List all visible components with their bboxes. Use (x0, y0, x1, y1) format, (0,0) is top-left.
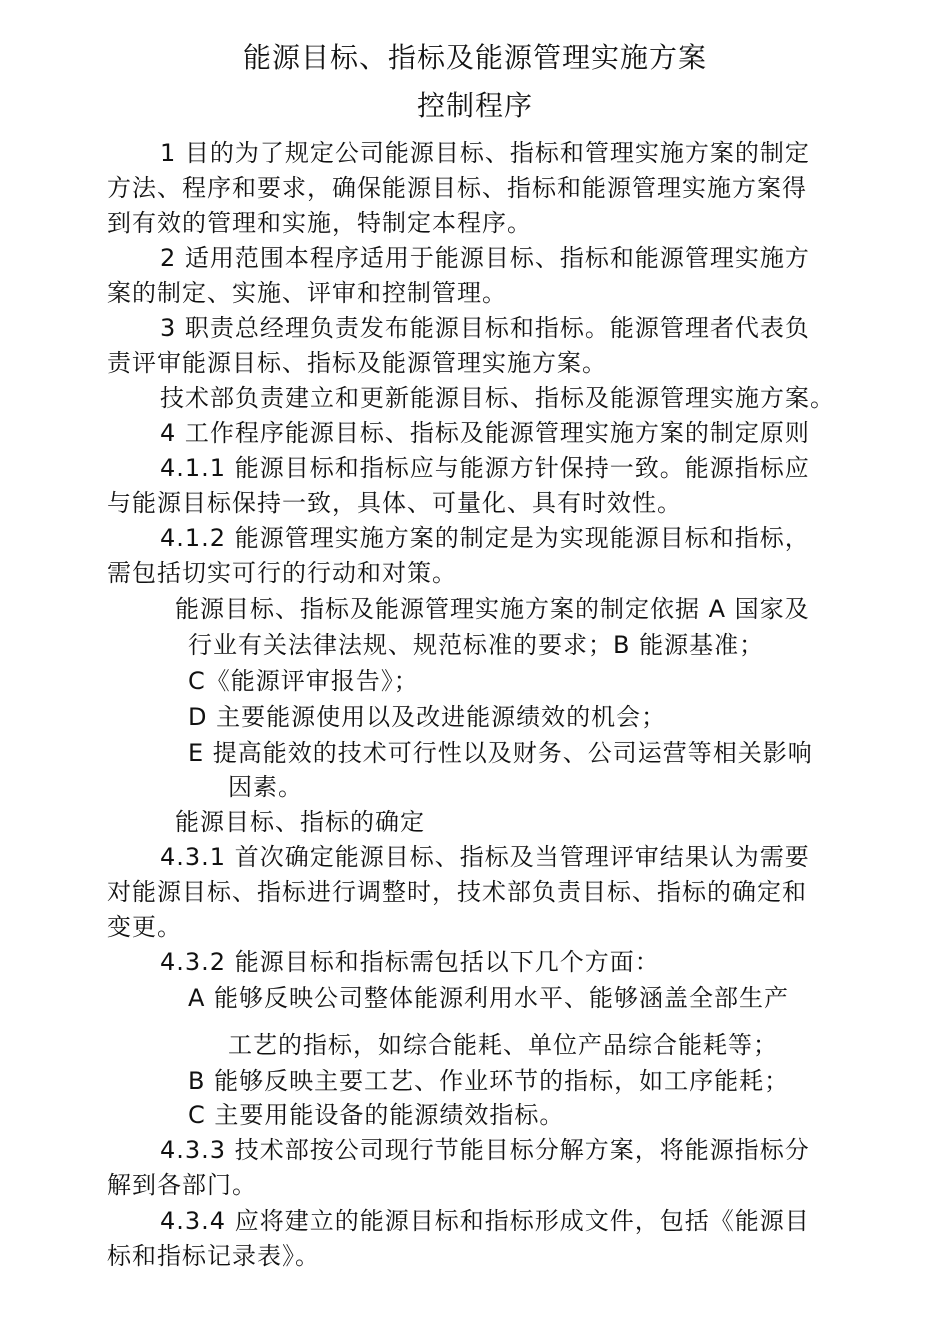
text-line: A 能够反映公司整体能源利用水平、能够涵盖全部生产 (188, 984, 790, 1012)
text-line: 4 工作程序能源目标、指标及能源管理实施方案的制定原则 (160, 419, 810, 447)
text-line: 与能源目标保持一致，具体、可量化、具有时效性。 (107, 489, 682, 517)
text-line: E 提高能效的技术可行性以及财务、公司运营等相关影响 (188, 739, 813, 767)
text-line: 行业有关法律法规、规范标准的要求；B 能源基准； (188, 631, 765, 659)
document-subtitle: 控制程序 (416, 89, 533, 122)
text-line: 对能源目标、指标进行调整时，技术部负责目标、指标的确定和 (107, 878, 807, 906)
text-line: 4.3.3 技术部按公司现行节能目标分解方案，将能源指标分 (160, 1136, 810, 1164)
text-line: 4.1.1 能源目标和指标应与能源方针保持一致。能源指标应 (160, 454, 810, 482)
text-line: 2 适用范围本程序适用于能源目标、指标和能源管理实施方 (160, 244, 810, 272)
text-line: 4.3.4 应将建立的能源目标和指标形成文件，包括《能源目 (160, 1207, 810, 1235)
text-line: D 主要能源使用以及改进能源绩效的机会； (188, 703, 667, 731)
text-line: 变更。 (107, 913, 182, 941)
text-line: 解到各部门。 (107, 1171, 257, 1199)
text-line: 3 职责总经理负责发布能源目标和指标。能源管理者代表负 (160, 314, 810, 342)
text-line: C 主要用能设备的能源绩效指标。 (188, 1101, 565, 1129)
text-line: 责评审能源目标、指标及能源管理实施方案。 (107, 349, 607, 377)
text-line: 1 目的为了规定公司能源目标、指标和管理实施方案的制定 (160, 139, 810, 167)
text-line: 4.3.2 能源目标和指标需包括以下几个方面： (160, 948, 660, 976)
text-line: C《能源评审报告》； (188, 667, 419, 695)
document-title: 能源目标、指标及能源管理实施方案 (242, 41, 707, 74)
text-line: 4.1.2 能源管理实施方案的制定是为实现能源目标和指标， (160, 524, 810, 552)
text-line: B 能够反映主要工艺、作业环节的指标，如工序能耗； (188, 1067, 790, 1095)
text-line: 标和指标记录表》。 (107, 1242, 320, 1270)
text-line: 工艺的指标，如综合能耗、单位产品综合能耗等； (228, 1031, 778, 1059)
text-line: 技术部负责建立和更新能源目标、指标及能源管理实施方案。 (160, 384, 835, 412)
text-line: 因素。 (228, 773, 303, 801)
text-line: 方法、程序和要求，确保能源目标、指标和能源管理实施方案得 (107, 174, 807, 202)
section-heading: 能源目标、指标的确定 (175, 808, 425, 836)
text-line: 需包括切实可行的行动和对策。 (107, 559, 457, 587)
text-line: 能源目标、指标及能源管理实施方案的制定依据 A 国家及 (175, 595, 810, 623)
text-line: 到有效的管理和实施，特制定本程序。 (107, 209, 532, 237)
text-line: 案的制定、实施、评审和控制管理。 (107, 279, 507, 307)
text-line: 4.3.1 首次确定能源目标、指标及当管理评审结果认为需要 (160, 843, 810, 871)
